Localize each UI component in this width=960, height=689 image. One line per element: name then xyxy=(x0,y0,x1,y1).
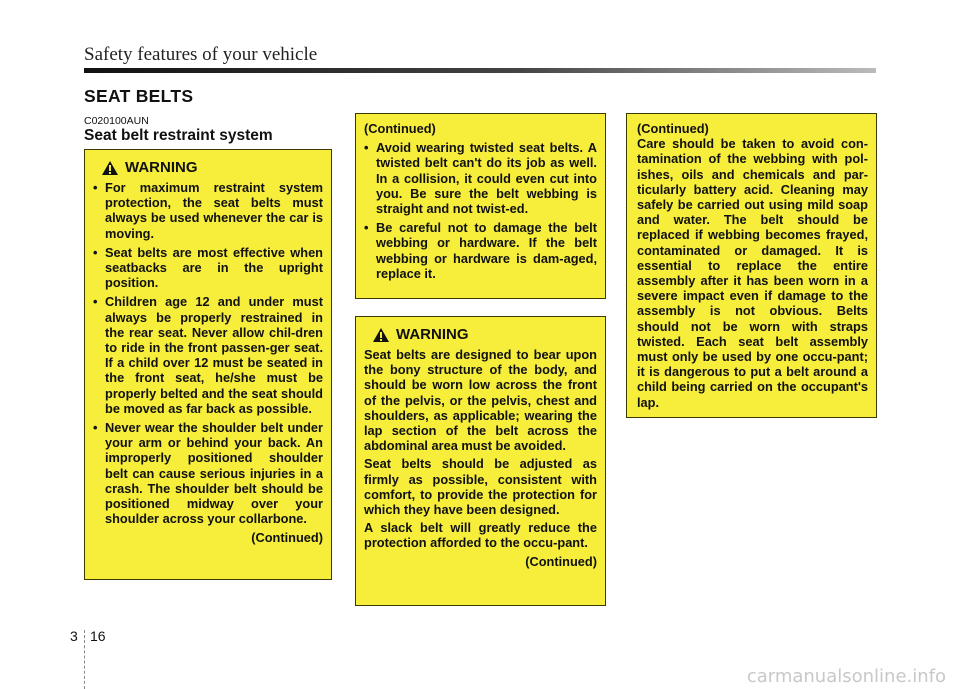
footer-divider xyxy=(84,630,86,689)
list-item: • Seat belts are most effective when seatbacks are in the upright position. xyxy=(93,245,323,291)
list-item: • Be careful not to damage the belt webbing or hardware. If the belt webbing or hardware is dam-aged, replace it. xyxy=(364,220,597,281)
section-title: SEAT BELTS xyxy=(84,86,194,106)
chapter-number: 3 xyxy=(70,628,78,644)
section-subtitle: Seat belt restraint system xyxy=(84,127,273,144)
list-item: • Avoid wearing twisted seat belts. A twisted belt can't do its job as well. In a collision, it could even cut into you. Be sure the belt webbing is straight and not twist-ed. xyxy=(364,140,597,216)
warning-box-3 xyxy=(355,316,606,606)
warning-label: WARNING xyxy=(125,159,198,177)
section-code: C020100AUN xyxy=(84,115,149,127)
list-item: • For maximum restraint system protection, the seat belts must always be used whenever the car is moving. xyxy=(93,180,323,241)
warning-box-1 xyxy=(84,149,332,580)
list-item: • Children age 12 and under must always be properly restrained in the rear seat. Never allow chil-dren to ride in the front passen-ger seat. If a child over 12 must be seated in the front seat, he/she must be properly belted and the seat should be moved as far back as possible. xyxy=(93,294,323,416)
watermark: carmanualsonline.info xyxy=(746,666,946,687)
continued-heading: (Continued) xyxy=(364,121,436,136)
paragraph: Seat belts are designed to bear upon the bony structure of the body, and should be worn low across the front of the pelvis, or the pelvis, chest and shoulders, as applicable; wearing the lap section of the belt across the abdominal area must be avoided. xyxy=(364,347,597,454)
continued-heading: (Continued) xyxy=(637,121,709,136)
warning-triangle-icon xyxy=(101,160,119,176)
page-number: 16 xyxy=(90,628,106,644)
continued-label: (Continued) xyxy=(525,553,597,569)
header-rule xyxy=(84,68,876,73)
warning-header xyxy=(372,327,597,343)
header-title: Safety features of your vehicle xyxy=(84,44,318,65)
warning-triangle-icon xyxy=(372,327,390,343)
paragraph: Seat belts should be adjusted as firmly as possible, consistent with comfort, to provide the protection for which they have been designed. xyxy=(364,456,597,518)
warning-header xyxy=(101,160,323,176)
warning-label: WARNING xyxy=(396,326,469,344)
warning-box-4 xyxy=(626,113,877,418)
paragraph: Care should be taken to avoid con-tamination of the webbing with pol-ishes, oils and chemicals and par-ticularly battery acid. Cleaning may safely be carried out using mild soap and water. The belt should be replaced if webbing becomes frayed, contaminated or damaged. It is essential to replace the entire assembly after it has been worn in a severe impact even if damage to the assembly is not obvious. Belts should not be worn with straps twisted. Each seat belt assembly must only be used by one occu-pant; it is dangerous to put a belt around a child being carried on the occupant's lap. xyxy=(637,136,868,410)
warning-box-2 xyxy=(355,113,606,299)
list-item: • Never wear the shoulder belt under your arm or behind your back. An improperly positioned shoulder belt can cause serious injuries in a crash. The shoulder belt should be positioned midway over your shoulder across your collarbone. xyxy=(93,420,323,526)
paragraph: A slack belt will greatly reduce the protection afforded to the occu-pant. xyxy=(364,520,597,551)
continued-label: (Continued) xyxy=(251,530,323,546)
